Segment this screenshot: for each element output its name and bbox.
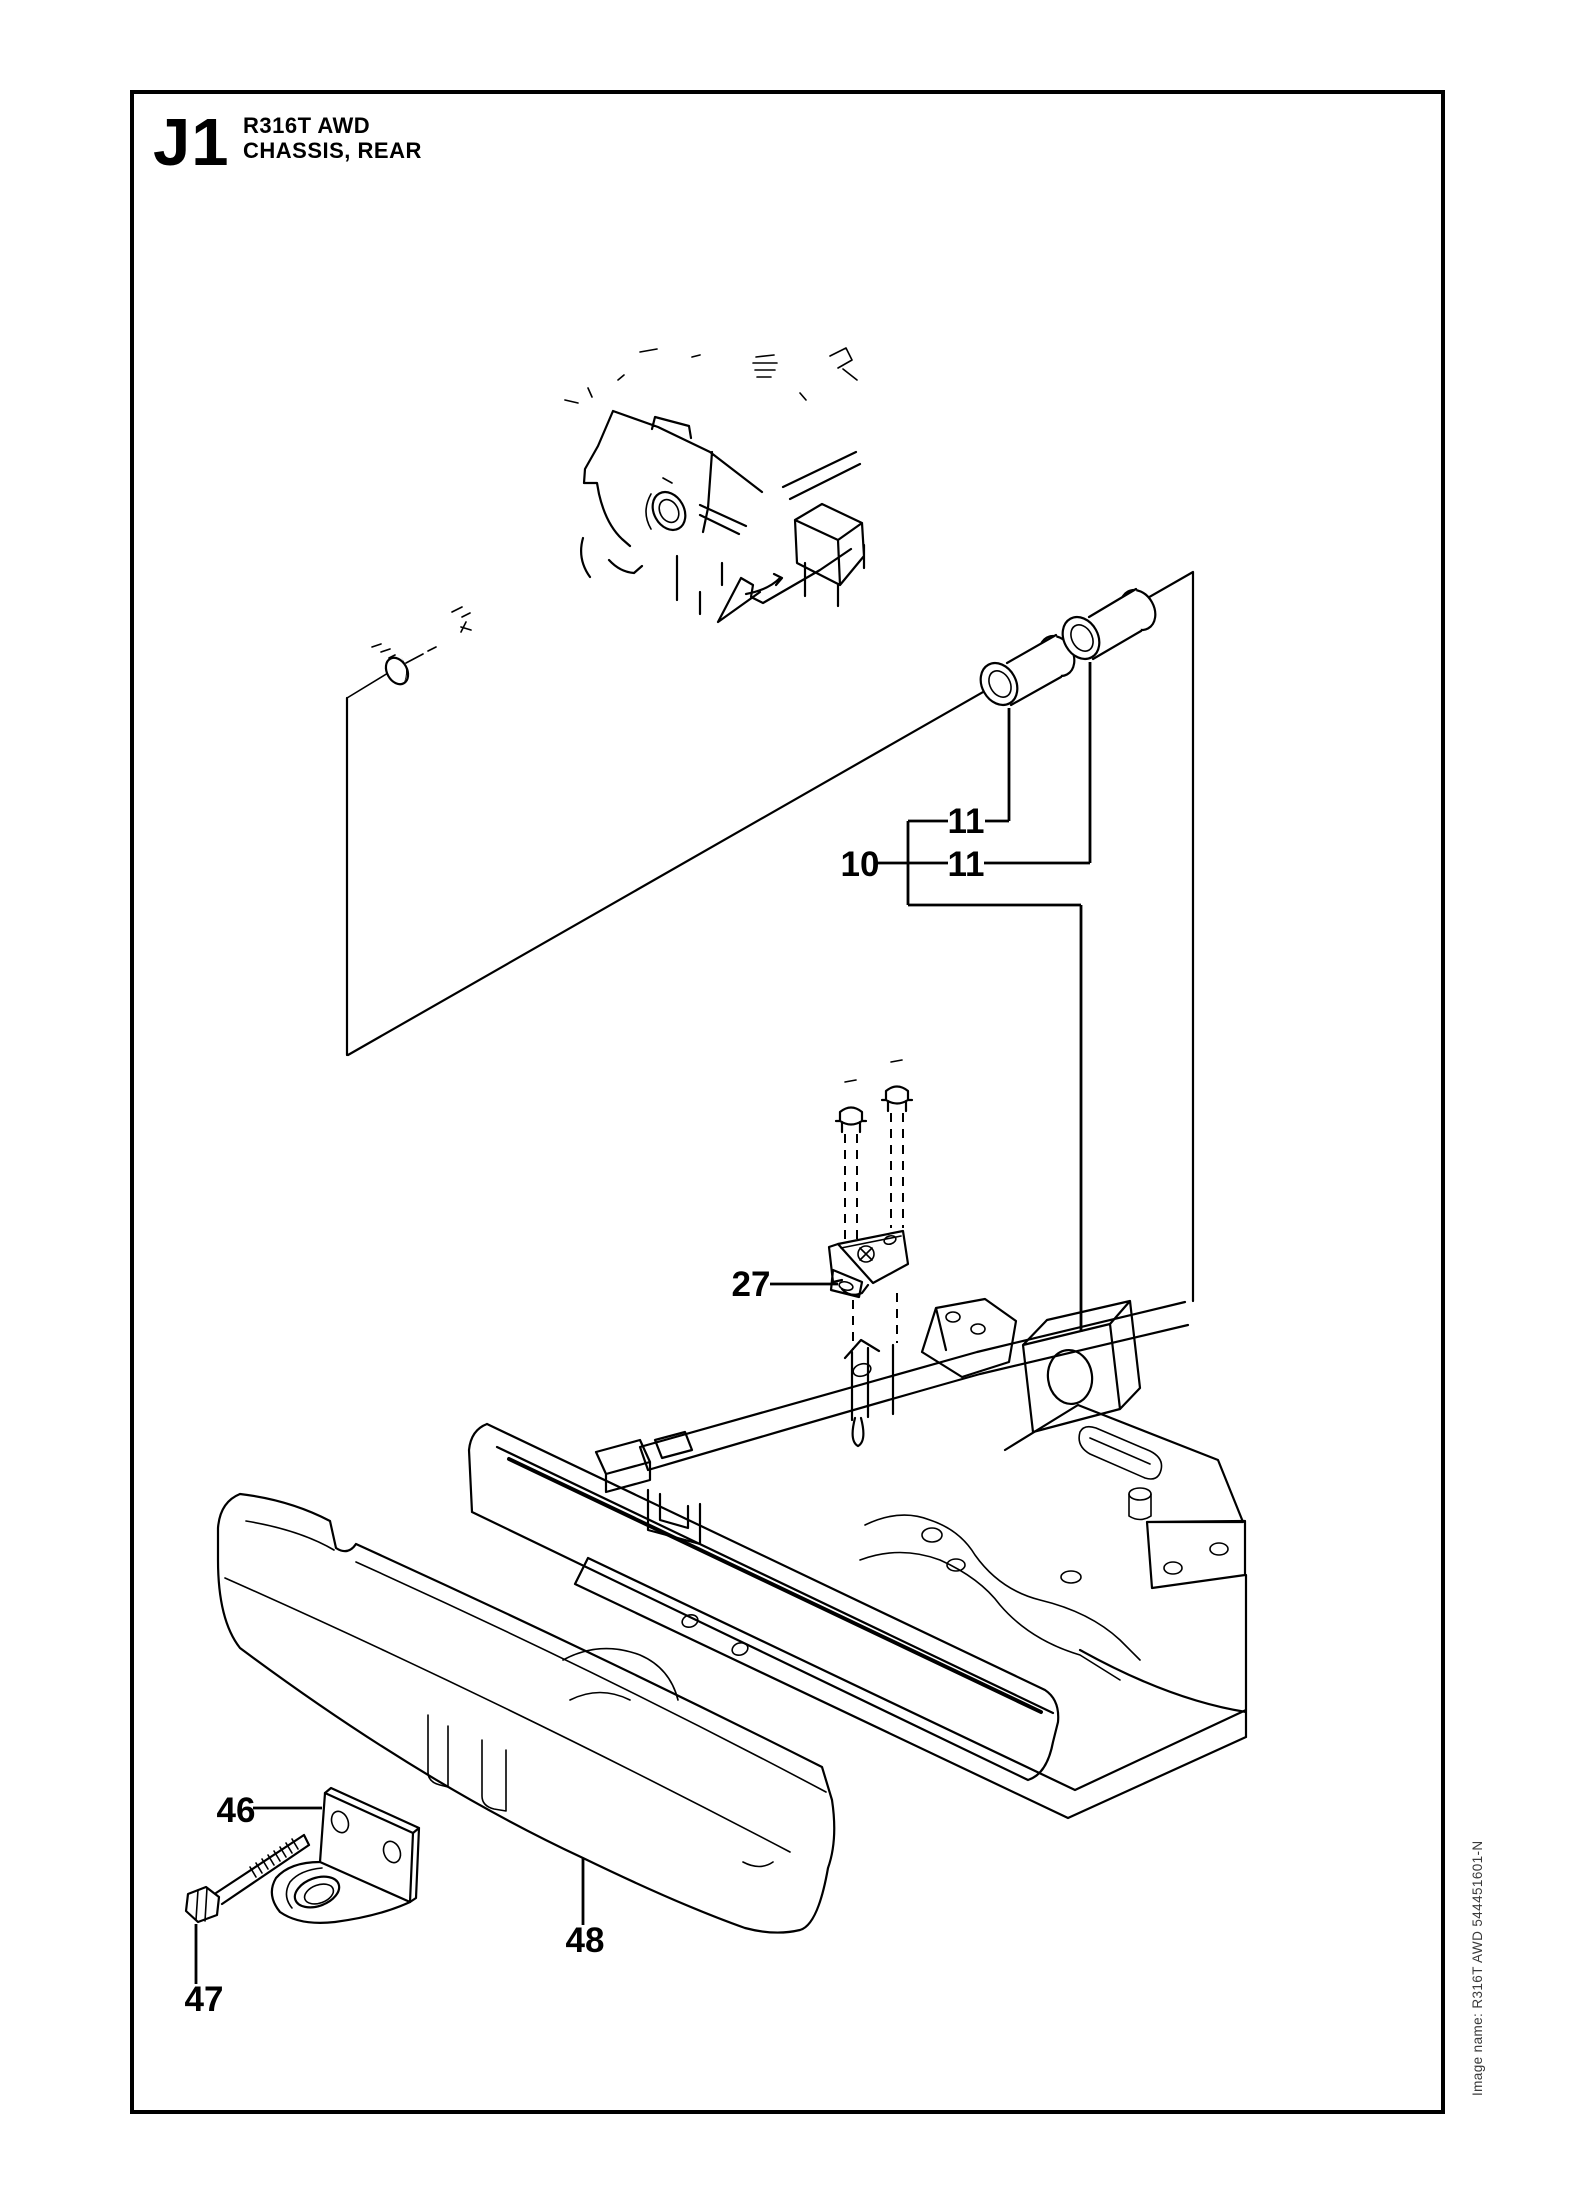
callout-11-lower: 11 bbox=[947, 845, 985, 884]
callout-11-upper: 11 bbox=[947, 802, 985, 841]
chassis-front-rail bbox=[575, 1558, 1246, 1818]
plug-washer-part bbox=[381, 654, 412, 688]
model-title: R316T AWD bbox=[243, 113, 371, 138]
screw-shank-b-ghost bbox=[891, 1113, 903, 1228]
chassis-frame bbox=[563, 1299, 1246, 1818]
chassis-mount-boss bbox=[922, 1299, 1016, 1377]
callout-10: 10 bbox=[840, 845, 880, 884]
washer-face bbox=[381, 654, 412, 688]
counterweight-top-face bbox=[225, 1521, 826, 1867]
back-rail-hole bbox=[852, 1362, 873, 1378]
slot-block-hole-1 bbox=[1164, 1562, 1182, 1574]
reference-plane-lines bbox=[347, 572, 1193, 1301]
rear-bumper-bar bbox=[469, 1424, 1058, 1780]
hex-bolt-47 bbox=[186, 1835, 309, 1922]
bracket-46-tow-hole-inner bbox=[302, 1880, 336, 1907]
bracket-27-part bbox=[829, 1231, 908, 1297]
bushing-large-11 bbox=[1055, 584, 1162, 666]
page-code: J1 bbox=[153, 105, 230, 180]
title-block bbox=[153, 105, 422, 180]
counterweight-48 bbox=[218, 1494, 834, 1933]
chassis-pin-top bbox=[1129, 1488, 1151, 1500]
bracket-27-slot-hole bbox=[838, 1280, 854, 1291]
chassis-post bbox=[845, 1340, 893, 1446]
screw-head-a bbox=[836, 1108, 866, 1133]
chassis-slot-block bbox=[1005, 1405, 1245, 1588]
bracket-46-flange-edge bbox=[286, 1868, 322, 1908]
bracket-27-assembly bbox=[829, 1060, 912, 1446]
screw-top-dashes bbox=[845, 1060, 902, 1082]
boss-hole-1 bbox=[946, 1312, 960, 1322]
bushing-parts bbox=[973, 584, 1162, 712]
screw-shank-a-ghost bbox=[845, 1134, 857, 1248]
callout-46: 46 bbox=[216, 1791, 256, 1830]
image-name-note: Image name: R316T AWD 544451601-N bbox=[1470, 1840, 1485, 2096]
bumper-bar-outline bbox=[469, 1424, 1058, 1780]
slot-opening bbox=[1079, 1427, 1161, 1479]
callout-27: 27 bbox=[731, 1265, 771, 1304]
boss-hole-2 bbox=[971, 1324, 985, 1334]
engine-port-hole bbox=[646, 486, 692, 536]
slot-block-outline bbox=[1005, 1405, 1245, 1588]
bolt-47-head bbox=[186, 1887, 219, 1922]
slot-block-hole-2 bbox=[1210, 1543, 1228, 1555]
axis-dashes bbox=[347, 607, 471, 698]
engine-ghost-drawing bbox=[565, 348, 864, 622]
bumper-bar-groove bbox=[509, 1459, 1041, 1712]
section-title: CHASSIS, REAR bbox=[243, 138, 422, 163]
bracket-46-tow-hole bbox=[291, 1871, 344, 1913]
engine-body-lines bbox=[581, 411, 864, 622]
exploded-axis-lines bbox=[347, 572, 1193, 1301]
callout-47: 47 bbox=[184, 1980, 224, 2019]
chassis-cutout-curves bbox=[563, 1515, 1140, 1700]
counterweight-outline bbox=[218, 1494, 834, 1933]
callout-48: 48 bbox=[565, 1921, 605, 1960]
boss-outline bbox=[922, 1299, 1016, 1377]
deck-hole-3 bbox=[1061, 1571, 1081, 1583]
engine-port-ring bbox=[646, 494, 651, 529]
screw-head-b bbox=[882, 1087, 912, 1112]
deck-hole-1 bbox=[922, 1528, 942, 1542]
